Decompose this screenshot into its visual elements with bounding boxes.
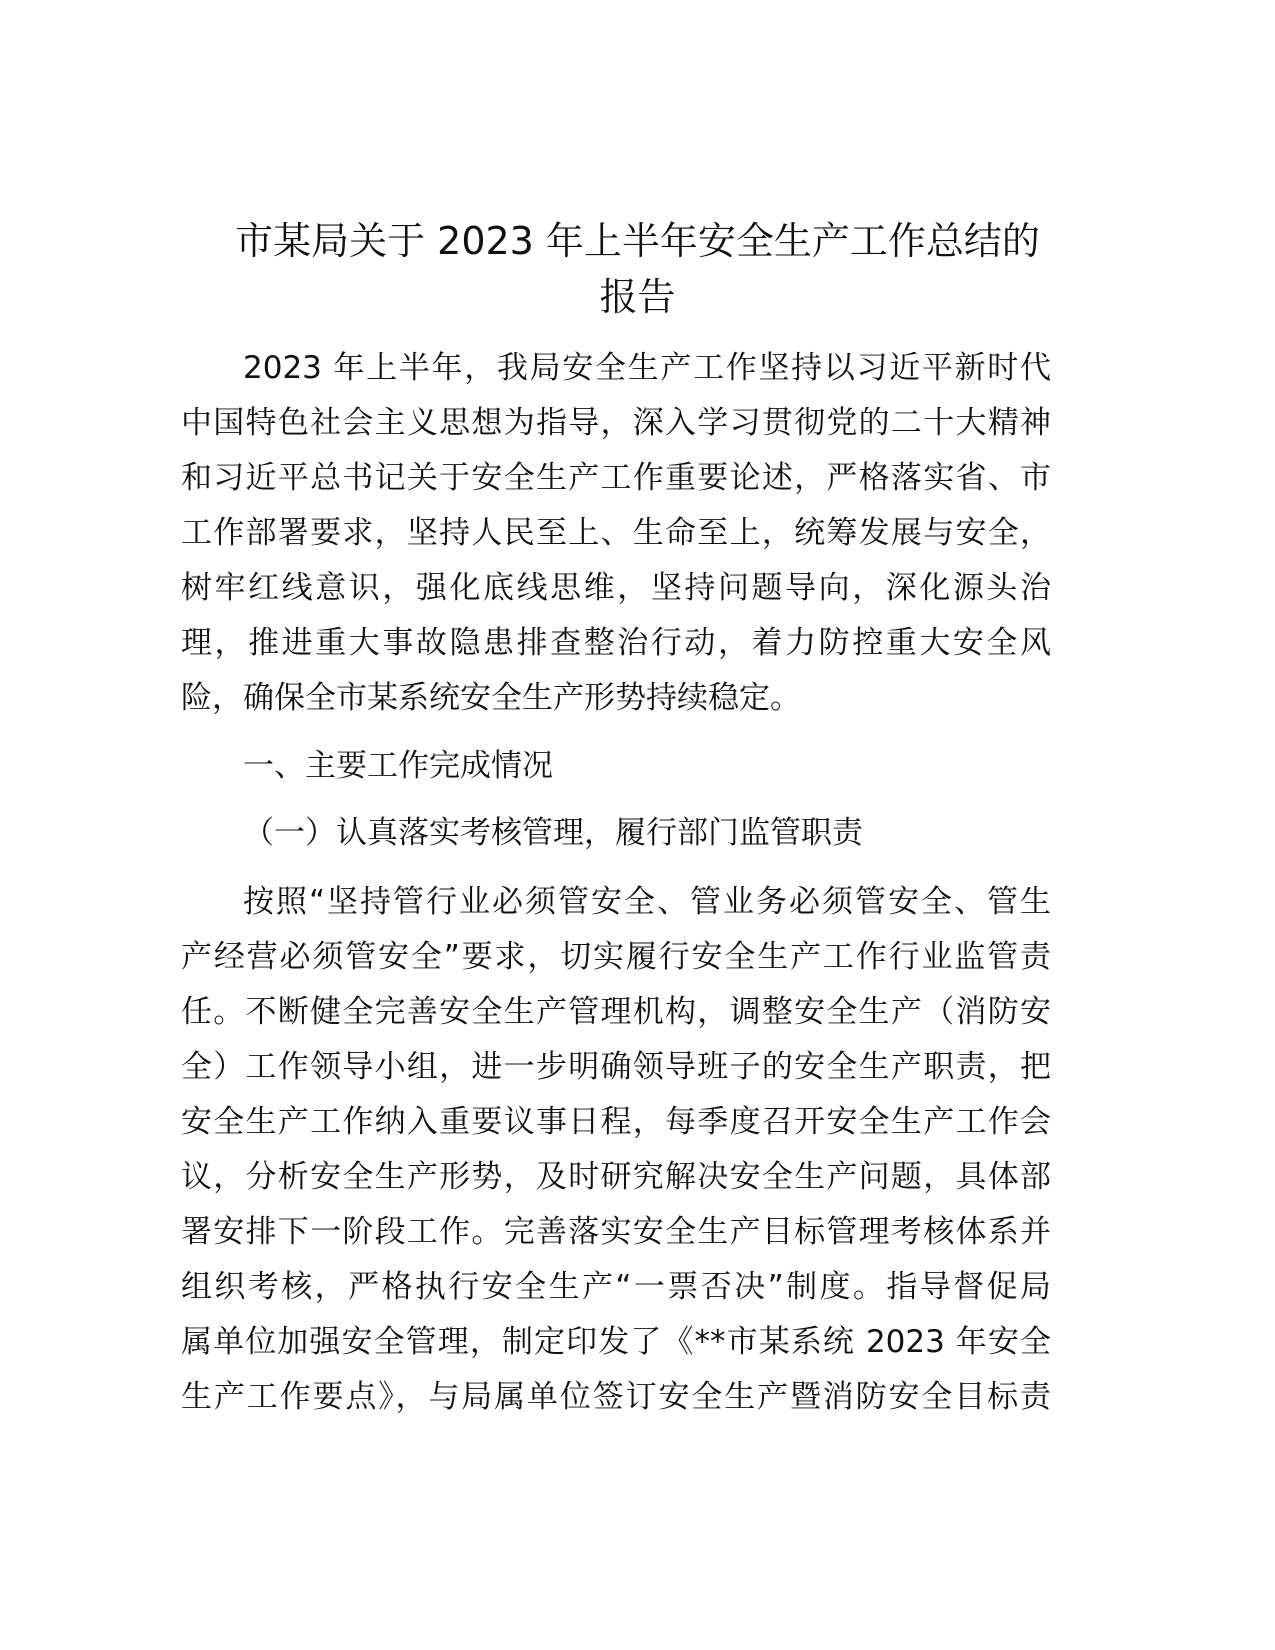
paragraph-line: 安全生产工作纳入重要议事日程，每季度召开安全生产工作会 xyxy=(181,1104,1051,1140)
paragraph-line: 理，推进重大事故隐患排查整治行动，着力防控重大安全风 xyxy=(181,625,1051,661)
paragraph-line: 组织考核，严格执行安全生产“一票否决”制度。指导督促局 xyxy=(181,1269,1051,1305)
document-title-line-1: 市某局关于 2023 年上半年安全生产工作总结的 xyxy=(235,219,1040,263)
paragraph-line: 署安排下一阶段工作。完善落实安全生产目标管理考核体系并 xyxy=(181,1214,1051,1250)
document-title-line-2: 报告 xyxy=(599,275,676,319)
paragraph-line: 产经营必须管安全”要求，切实履行安全生产工作行业监管责 xyxy=(181,939,1051,975)
paragraph-line: 和习近平总书记关于安全生产工作重要论述，严格落实省、市 xyxy=(181,460,1051,496)
section-heading: 一、主要工作完成情况 xyxy=(243,748,553,784)
paragraph-line: 树牢红线意识，强化底线思维，坚持问题导向，深化源头治 xyxy=(181,570,1051,606)
paragraph-line: 任。不断健全完善安全生产管理机构，调整安全生产（消防安 xyxy=(181,994,1051,1030)
paragraph-line: 生产工作要点》，与局属单位签订安全生产暨消防安全目标责 xyxy=(181,1379,1051,1415)
subsection-heading: （一）认真落实考核管理，履行部门监管职责 xyxy=(243,815,863,851)
paragraph-line: 中国特色社会主义思想为指导，深入学习贯彻党的二十大精神 xyxy=(181,405,1051,441)
paragraph-line: 议，分析安全生产形势，及时研究解决安全生产问题，具体部 xyxy=(181,1159,1051,1195)
paragraph-line: 工作部署要求，坚持人民至上、生命至上，统筹发展与安全， xyxy=(181,515,1051,551)
paragraph-line: 险，确保全市某系统安全生产形势持续稳定。 xyxy=(181,680,801,716)
paragraph-line: 2023 年上半年，我局安全生产工作坚持以习近平新时代 xyxy=(243,350,1051,386)
paragraph-line: 全）工作领导小组，进一步明确领导班子的安全生产职责，把 xyxy=(181,1049,1051,1085)
paragraph-line: 属单位加强安全管理，制定印发了《**市某系统 2023 年安全 xyxy=(181,1324,1051,1360)
paragraph-line: 按照“坚持管行业必须管安全、管业务必须管安全、管生 xyxy=(243,884,1051,920)
